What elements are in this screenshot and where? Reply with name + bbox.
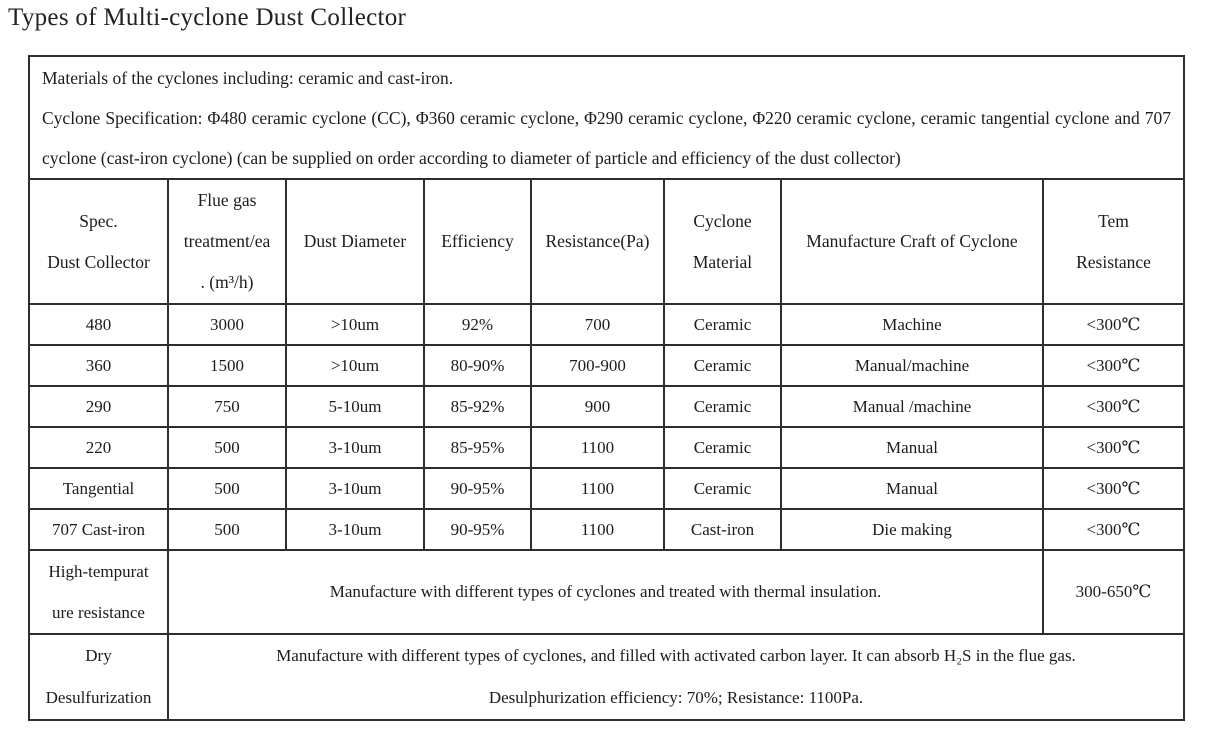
cell-tem-resistance: <300℃ [1043, 345, 1184, 386]
cell-material: Cast-iron [664, 509, 781, 550]
cell-flue-gas: 1500 [168, 345, 286, 386]
header-line: Dust Diameter [303, 231, 407, 251]
cell-dust-diameter: 3-10um [286, 509, 424, 550]
col-header-cyclone-material [664, 179, 781, 304]
intro-row [29, 56, 1184, 179]
cell-craft: Machine [781, 304, 1043, 345]
cell-dust-diameter: >10um [286, 345, 424, 386]
cell-tem-resistance: <300℃ [1043, 386, 1184, 427]
cell-craft: Manual/machine [781, 345, 1043, 386]
col-header-dust-diameter [286, 179, 424, 304]
cell-dust-diameter: >10um [286, 304, 424, 345]
cell-resistance: 1100 [531, 468, 664, 509]
cell-spec: 220 [29, 427, 168, 468]
cell-efficiency: 92% [424, 304, 531, 345]
cell-flue-gas: 500 [168, 509, 286, 550]
table-row [29, 304, 1184, 345]
cell-dust-diameter: 3-10um [286, 427, 424, 468]
cell-tem-resistance: <300℃ [1043, 304, 1184, 345]
cell-flue-gas: 3000 [168, 304, 286, 345]
label-line: ure resistance [52, 603, 145, 622]
cell-material: Ceramic [664, 468, 781, 509]
cell-spec: 360 [29, 345, 168, 386]
dry-desulfurization-description [168, 634, 1184, 720]
cell-tem-resistance: <300℃ [1043, 468, 1184, 509]
cell-craft: Manual /machine [781, 386, 1043, 427]
col-header-manufacture-craft [781, 179, 1043, 304]
cell-spec: 480 [29, 304, 168, 345]
cell-craft: Die making [781, 509, 1043, 550]
cell-efficiency: 80-90% [424, 345, 531, 386]
cell-efficiency: 90-95% [424, 468, 531, 509]
high-temperature-row [29, 550, 1184, 634]
description-line: Manufacture with different types of cyclones, and filled with activated carbon layer. It can absorb H₂S in the flue gas. [276, 646, 1076, 665]
label-line: Dry [85, 646, 112, 665]
cell-efficiency: 85-92% [424, 386, 531, 427]
cell-craft: Manual [781, 468, 1043, 509]
label-line: Desulfurization [45, 688, 152, 707]
dust-collector-table [28, 55, 1185, 721]
col-header-efficiency [424, 179, 531, 304]
table-row [29, 509, 1184, 550]
cell-resistance: 900 [531, 386, 664, 427]
label-line: High-tempurat [48, 562, 149, 581]
header-line: Dust Collector [47, 251, 150, 272]
cell-efficiency: 85-95% [424, 427, 531, 468]
cell-efficiency: 90-95% [424, 509, 531, 550]
table-header-row [29, 179, 1184, 304]
header-line: Resistance [1076, 251, 1151, 272]
page-title: Types of Multi-cyclone Dust Collector [8, 4, 407, 31]
col-header-tem-resistance [1043, 179, 1184, 304]
high-temperature-range: 300-650℃ [1043, 550, 1184, 634]
cell-resistance: 1100 [531, 509, 664, 550]
header-line: Efficiency [441, 231, 514, 251]
materials-note: Materials of the cyclones including: ceramic and cast-iron. [42, 68, 454, 88]
header-line: Tem [1098, 210, 1129, 231]
cell-dust-diameter: 3-10um [286, 468, 424, 509]
cell-material: Ceramic [664, 427, 781, 468]
cell-dust-diameter: 5-10um [286, 386, 424, 427]
cell-spec: 290 [29, 386, 168, 427]
header-line: Resistance(Pa) [545, 231, 650, 251]
cell-resistance: 1100 [531, 427, 664, 468]
header-line: . (m³/h) [200, 272, 254, 292]
cell-resistance: 700-900 [531, 345, 664, 386]
cell-flue-gas: 750 [168, 386, 286, 427]
header-line: Cyclone [693, 210, 752, 231]
intro-cell [29, 56, 1184, 179]
table-row [29, 468, 1184, 509]
table-row [29, 345, 1184, 386]
dry-desulfurization-label [29, 634, 168, 720]
col-header-flue-gas-treatment [168, 179, 286, 304]
cell-material: Ceramic [664, 386, 781, 427]
dry-desulfurization-row [29, 634, 1184, 720]
col-header-resistance [531, 179, 664, 304]
header-line: Flue gas [197, 190, 257, 210]
cell-material: Ceramic [664, 304, 781, 345]
cell-tem-resistance: <300℃ [1043, 509, 1184, 550]
high-temperature-label [29, 550, 168, 634]
cell-flue-gas: 500 [168, 427, 286, 468]
cell-spec: Tangential [29, 468, 168, 509]
table-row [29, 386, 1184, 427]
header-line: Spec. [79, 210, 118, 231]
cell-craft: Manual [781, 427, 1043, 468]
col-header-spec-dust-collector [29, 179, 168, 304]
table-row [29, 427, 1184, 468]
header-line: treatment/ea [183, 231, 271, 251]
cell-material: Ceramic [664, 345, 781, 386]
description-line: Desulphurization efficiency: 70%; Resistance: 1100Pa. [488, 688, 864, 707]
cell-resistance: 700 [531, 304, 664, 345]
cell-spec: 707 Cast-iron [29, 509, 168, 550]
header-line: Material [692, 251, 753, 272]
high-temperature-description: Manufacture with different types of cyclones and treated with thermal insulation. [168, 550, 1043, 634]
specification-note: Cyclone Specification: Φ480 ceramic cyclone (CC), Φ360 ceramic cyclone, Φ290 ceramic cyclone, Φ220 ceramic cyclone, ceramic tangential cyclone and 707 cyclone (cast-iron cyclone) (can be supplied on order according to diameter of particle and efficiency of the dust collector) [42, 108, 1171, 168]
cell-flue-gas: 500 [168, 468, 286, 509]
cell-tem-resistance: <300℃ [1043, 427, 1184, 468]
header-line: Manufacture Craft of Cyclone [806, 231, 1018, 251]
